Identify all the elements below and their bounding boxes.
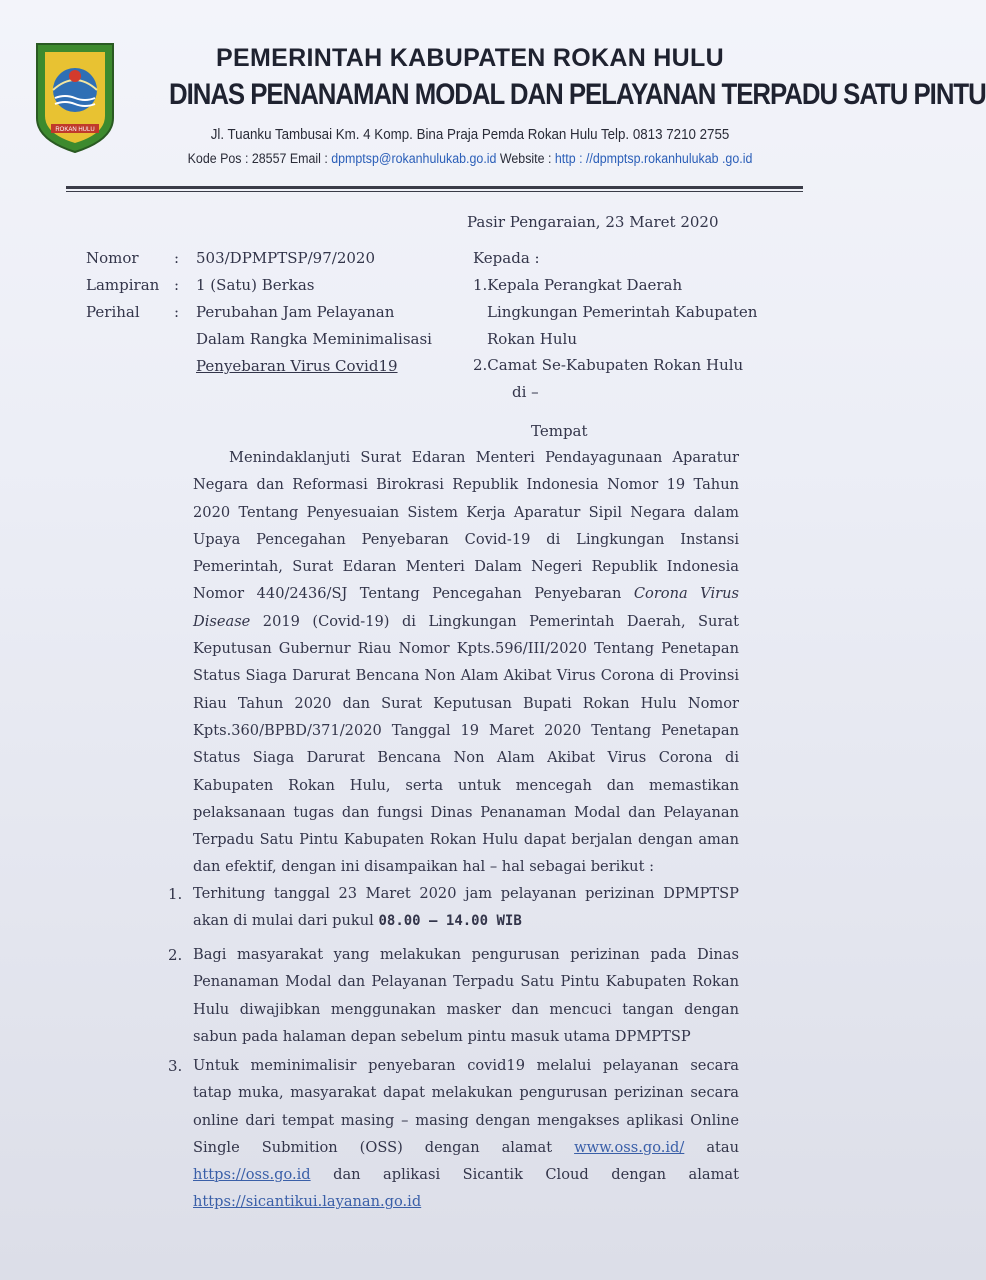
- body-line: Kpts.360/BPBD/371/2020 Tanggal 19 Maret 2020 Tentang Penetapan: [193, 721, 739, 739]
- contact-prefix: Kode Pos : 28557 Email :: [187, 151, 332, 166]
- item-number: 1.: [168, 885, 183, 903]
- list-item: [193, 1052, 739, 1216]
- letterhead-government: PEMERINTAH KABUPATEN ROKAN HULU: [216, 44, 724, 72]
- body-line: dan efektif, dengan ini disampaikan hal – hal sebagai berikut :: [193, 858, 654, 876]
- item-line: online dari tempat masing – masing dengan mengakses aplikasi Online: [193, 1111, 739, 1129]
- kepada-label: Kepada :: [473, 249, 540, 267]
- item-text: atau: [684, 1138, 739, 1156]
- nomor-colon: :: [174, 249, 180, 267]
- item-line: [193, 907, 739, 935]
- recipient-1-line-3: Rokan Hulu: [487, 330, 577, 348]
- body-line: [193, 580, 739, 607]
- lampiran-colon: :: [174, 276, 180, 294]
- item-line: [193, 1161, 739, 1188]
- letterhead-rule-thick: [66, 186, 803, 189]
- item-text: Single Submition (OSS) dengan alamat: [193, 1138, 575, 1156]
- perihal-colon: :: [174, 303, 180, 321]
- perihal-line-1: Perubahan Jam Pelayanan: [196, 303, 395, 321]
- perihal-line-3: Penyebaran Virus Covid19: [196, 357, 398, 375]
- item-line: Penanaman Modal dan Pelayanan Terpadu Satu Pintu Kabupaten Rokan: [193, 973, 739, 991]
- service-hours: 08.00 – 14.00 WIB: [378, 913, 522, 930]
- tempat-label: Tempat: [531, 422, 588, 440]
- item-number: 3.: [168, 1057, 183, 1075]
- item-line: Terhitung tanggal 23 Maret 2020 jam pelayanan perizinan DPMPTSP: [193, 885, 739, 902]
- letterhead-rule-thin: [66, 191, 803, 192]
- body-line: Status Siaga Darurat Bencana Non Alam Akibat Virus Corona di: [193, 749, 739, 767]
- item-line: Hulu diwajibkan menggunakan masker dan mencuci tangan dengan: [193, 1000, 739, 1018]
- item-line: Untuk meminimalisir penyebaran covid19 melalui pelayanan secara: [193, 1057, 739, 1074]
- body-line: Upaya Pencegahan Penyebaran Covid-19 di Lingkungan Instansi: [193, 530, 739, 548]
- list-item: [193, 880, 739, 936]
- item-text: akan di mulai dari pukul: [193, 912, 379, 930]
- perihal-line-2: Dalam Rangka Meminimalisasi: [196, 330, 432, 348]
- body-text: 2019 (Covid-19) di Lingkungan Pemerintah Daerah, Surat: [250, 612, 739, 630]
- logo-text: ROKAN HULU: [55, 127, 95, 133]
- item-line: Bagi masyarakat yang melakukan pengurusan perizinan pada Dinas: [193, 946, 739, 963]
- lampiran-value: 1 (Satu) Berkas: [196, 276, 315, 294]
- item-text: dan aplikasi Sicantik Cloud dengan alamat: [310, 1166, 739, 1184]
- body-paragraph: [193, 444, 739, 881]
- recipient-1-line-2: Lingkungan Pemerintah Kabupaten: [487, 303, 758, 321]
- nomor-value: 503/DPMPTSP/97/2020: [196, 249, 375, 267]
- body-line: Terpadu Satu Pintu Kabupaten Rokan Hulu dapat berjalan dengan aman: [193, 831, 739, 849]
- website-link[interactable]: http : //dpmptsp.rokanhulukab .go.id: [554, 151, 753, 166]
- body-line: Keputusan Gubernur Riau Nomor Kpts.596/III/2020 Tentang Penetapan: [193, 640, 739, 658]
- place-date: Pasir Pengaraian, 23 Maret 2020: [467, 213, 719, 231]
- item-line: sabun pada halaman depan sebelum pintu masuk utama DPMPTSP: [193, 1027, 691, 1045]
- recipient-1: 1.Kepala Perangkat Daerah: [473, 276, 683, 294]
- body-line: Riau Tahun 2020 dan Surat Keputusan Bupati Rokan Hulu Nomor: [193, 694, 739, 712]
- item-number: 2.: [168, 946, 183, 964]
- perihal-label: Perihal: [86, 303, 140, 321]
- body-line: [193, 608, 739, 635]
- body-line: Kabupaten Rokan Hulu, serta untuk mencegah dan memastikan: [193, 776, 739, 794]
- recipient-2: 2.Camat Se-Kabupaten Rokan Hulu: [473, 356, 744, 374]
- body-line: 2020 Tentang Penyesuaian Sistem Kerja Aparatur Sipil Negara dalam: [193, 503, 739, 521]
- list-item: [193, 941, 739, 1050]
- body-line: Menindaklanjuti Surat Edaran Menteri Pendayagunaan Aparatur: [229, 449, 739, 466]
- oss-link[interactable]: www.oss.go.id/: [574, 1138, 685, 1156]
- letterhead-address: Jl. Tuanku Tambusai Km. 4 Komp. Bina Praja Pemda Rokan Hulu Telp. 0813 7210 2755: [210, 127, 730, 143]
- item-line: [193, 1134, 739, 1161]
- oss-https-link[interactable]: https://oss.go.id: [193, 1166, 311, 1184]
- di-label: di –: [512, 383, 539, 401]
- nomor-label: Nomor: [86, 249, 139, 267]
- letterhead-contact: [148, 151, 792, 166]
- body-italic: Disease: [193, 612, 251, 630]
- body-line: Pemerintah, Surat Edaran Menteri Dalam Negeri Republik Indonesia: [193, 558, 739, 576]
- item-line: tatap muka, masyarakat dapat melakukan pengurusan perizinan secara: [193, 1084, 739, 1102]
- website-label: Website :: [496, 151, 555, 166]
- email-link[interactable]: dpmptsp@rokanhulukab.go.id: [331, 151, 497, 166]
- item-line: [193, 1188, 739, 1215]
- lampiran-label: Lampiran: [86, 276, 160, 294]
- regency-logo: [33, 40, 117, 154]
- body-line: pelaksanaan tugas dan fungsi Dinas Penanaman Modal dan Pelayanan: [193, 803, 739, 821]
- body-line: Status Siaga Darurat Bencana Non Alam Akibat Virus Corona di Provinsi: [193, 667, 739, 685]
- body-italic: Corona Virus: [633, 585, 739, 603]
- sicantik-link[interactable]: https://sicantikui.layanan.go.id: [193, 1193, 422, 1211]
- body-text: Nomor 440/2436/SJ Tentang Pencegahan Penyebaran: [193, 585, 634, 603]
- letterhead-agency: DINAS PENANAMAN MODAL DAN PELAYANAN TERPADU SATU PINTU: [169, 78, 986, 111]
- body-line: Negara dan Reformasi Birokrasi Republik Indonesia Nomor 19 Tahun: [193, 476, 739, 494]
